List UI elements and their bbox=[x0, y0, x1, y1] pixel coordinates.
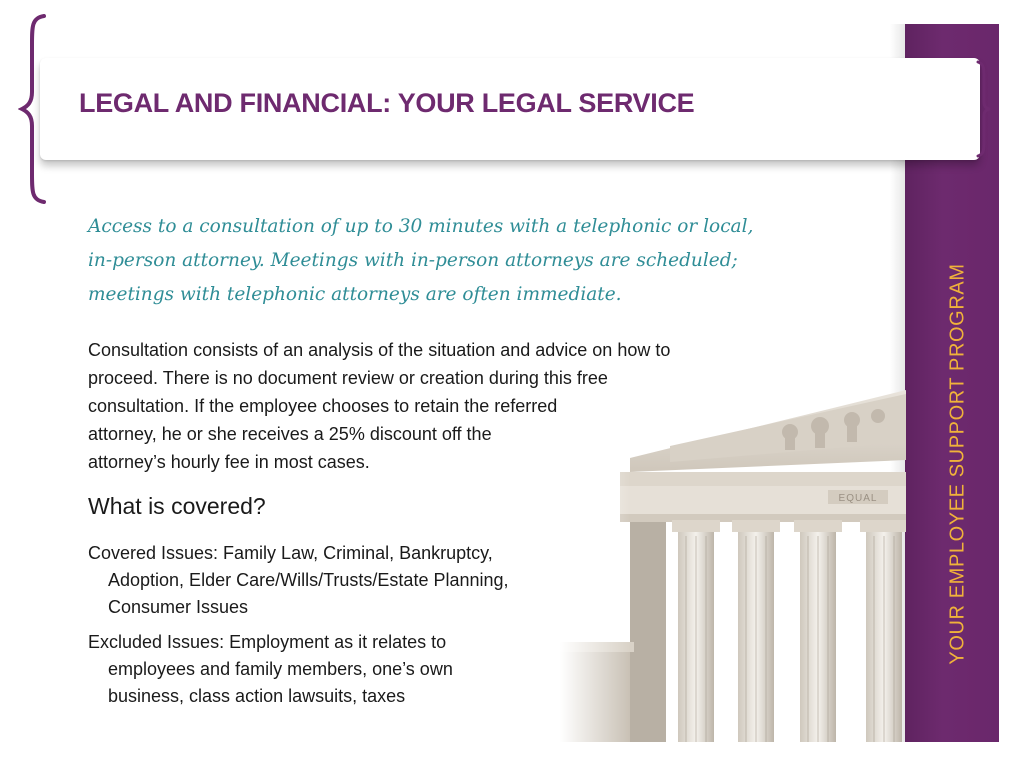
consultation-paragraph bbox=[88, 336, 788, 476]
intro-line: in-person attorney. Meetings with in-person attorneys are scheduled; bbox=[88, 250, 738, 271]
list-item-line: Adoption, Elder Care/Wills/Trusts/Estate Planning, bbox=[108, 570, 509, 590]
slide-title: LEGAL AND FINANCIAL: YOUR LEGAL SERVICE bbox=[79, 88, 695, 118]
right-brace-decoration bbox=[976, 58, 992, 160]
covered-issues-item bbox=[88, 540, 648, 621]
list-item-line: Excluded Issues: Employment as it relates to bbox=[88, 632, 447, 652]
paragraph-line: attorney, he or she receives a 25% discount off the bbox=[88, 424, 492, 444]
section-heading: What is covered? bbox=[88, 493, 266, 519]
building-inscription: EQUAL bbox=[838, 493, 878, 504]
paragraph-line: attorney’s hourly fee in most cases. bbox=[88, 452, 370, 472]
intro-line: meetings with telephonic attorneys are often immediate. bbox=[88, 284, 622, 305]
excluded-issues-item bbox=[88, 629, 648, 710]
list-item-line: Covered Issues: Family Law, Criminal, Bankruptcy, bbox=[88, 543, 493, 563]
paragraph-line: consultation. If the employee chooses to retain the referred bbox=[88, 396, 558, 416]
intro-line: Access to a consultation of up to 30 minutes with a telephonic or local, bbox=[88, 216, 754, 237]
paragraph-line: proceed. There is no document review or creation during this free bbox=[88, 368, 608, 388]
intro-text bbox=[88, 210, 828, 312]
coverage-list bbox=[88, 540, 648, 718]
side-bar-label: YOUR EMPLOYEE SUPPORT PROGRAM bbox=[946, 263, 969, 665]
list-item-line: business, class action lawsuits, taxes bbox=[108, 686, 406, 706]
paragraph-line: Consultation consists of an analysis of the situation and advice on how to bbox=[88, 340, 671, 360]
list-item-line: employees and family members, one’s own bbox=[108, 659, 453, 679]
list-item-line: Consumer Issues bbox=[108, 597, 249, 617]
